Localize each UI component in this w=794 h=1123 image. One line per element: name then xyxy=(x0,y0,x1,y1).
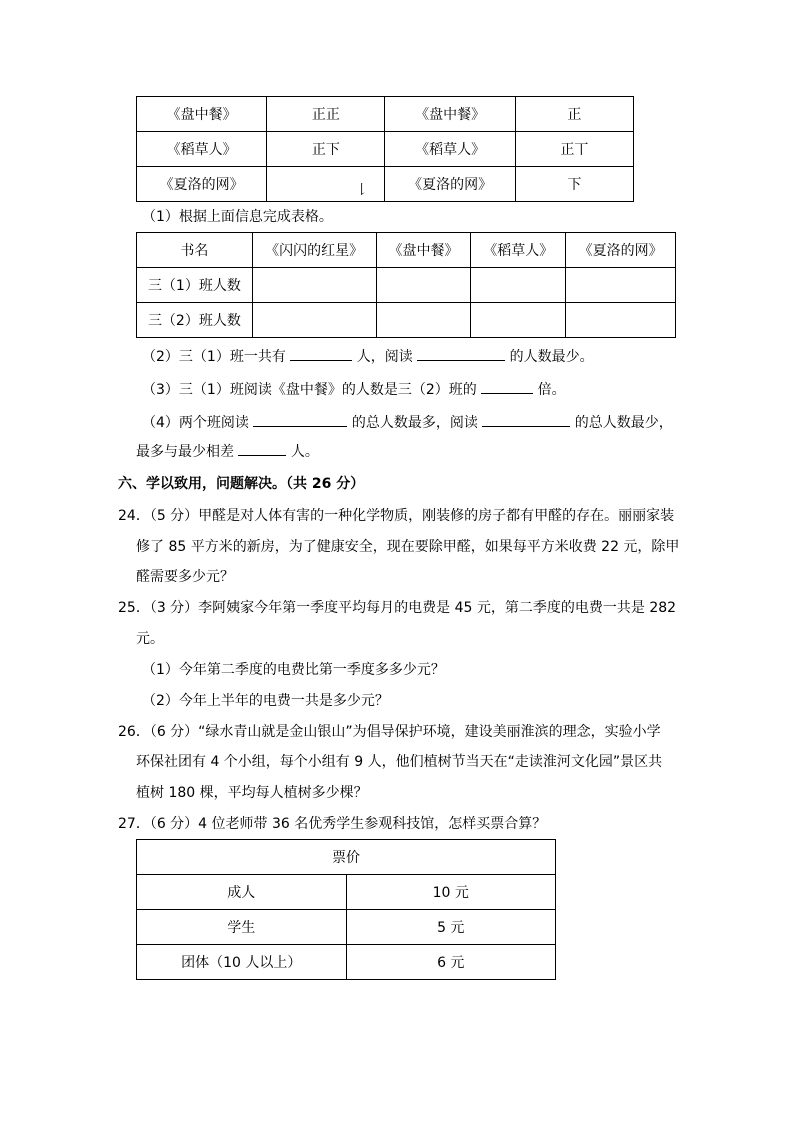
q26-line: 26．（6 分）“绿水青山就是金山银山”为倡导保护环境，建设美丽淮滨的理念，实验小学 xyxy=(118,724,661,740)
table-cell: 《夏洛的网》 xyxy=(137,167,267,202)
answer-cell[interactable] xyxy=(566,268,676,303)
answer-blank[interactable] xyxy=(481,379,533,394)
table-cell: 《盘中餐》 xyxy=(137,97,267,132)
table-cell: 正丅 xyxy=(515,132,633,167)
row-label: 三（1）班人数 xyxy=(137,268,253,303)
q24-line: 24．（5 分）甲醛是对人体有害的一种化学物质，刚装修的房子都有甲醛的存在。丽丽家装 xyxy=(118,508,675,524)
answer-cell[interactable] xyxy=(566,303,676,338)
table-cell: 《夏洛的网》 xyxy=(385,167,515,202)
header-cell: 《闪闪的红星》 xyxy=(252,233,376,268)
table-cell: 正下 xyxy=(267,132,385,167)
q23-sub4-cont: 最多与最少相差 人。 xyxy=(136,441,319,462)
q26-line: 植树 180 棵，平均每人植树多少棵？ xyxy=(136,785,368,801)
table-cell xyxy=(267,167,385,202)
row-label: 三（2）班人数 xyxy=(137,303,253,338)
q25-sub2: （2）今年上半年的电费一共是多少元？ xyxy=(142,693,389,709)
answer-cell[interactable] xyxy=(376,268,471,303)
answer-cell[interactable] xyxy=(376,303,471,338)
table-cell: 正正 xyxy=(267,97,385,132)
q25-line: 元。 xyxy=(136,631,164,647)
table-cell: 10 元 xyxy=(346,875,555,910)
q23-sub1: （1）根据上面信息完成表格。 xyxy=(142,209,333,225)
q27-line: 27．（6 分）4 位老师带 36 名优秀学生参观科技馆，怎样买票合算？ xyxy=(118,816,547,832)
table-row xyxy=(137,132,634,167)
q26-line: 环保社团有 4 个小组，每个小组有 9 人，他们植树节当天在“走读淮河文化园”景区共 xyxy=(136,754,663,770)
tally-table xyxy=(136,96,634,202)
q25-sub1: （1）今年第二季度的电费比第一季度多多少元？ xyxy=(142,662,445,678)
q23-sub2: （2）三（1）班一共有 人，阅读 的人数最少。 xyxy=(142,346,594,367)
fill-table xyxy=(136,232,676,338)
q23-sub3: （3）三（1）班阅读《盘中餐》的人数是三（2）班的 倍。 xyxy=(142,379,566,400)
table-header-row xyxy=(137,840,556,875)
table-cell: 《盘中餐》 xyxy=(385,97,515,132)
table-cell: 团体（10 人以上） xyxy=(137,945,347,980)
header-cell: 《稻草人》 xyxy=(471,233,566,268)
answer-blank[interactable] xyxy=(482,412,570,427)
table-cell: 6 元 xyxy=(346,945,555,980)
answer-cell[interactable] xyxy=(252,268,376,303)
table-cell: 成人 xyxy=(137,875,347,910)
header-cell: 《盘中餐》 xyxy=(376,233,471,268)
table-cell: 《稻草人》 xyxy=(385,132,515,167)
table-row xyxy=(137,945,556,980)
table-row xyxy=(137,875,556,910)
header-cell: 书名 xyxy=(137,233,253,268)
answer-blank[interactable] xyxy=(253,412,347,427)
table-cell: 正 xyxy=(515,97,633,132)
table-row xyxy=(137,268,676,303)
header-cell: 《夏洛的网》 xyxy=(566,233,676,268)
table-cell: 《稻草人》 xyxy=(137,132,267,167)
price-table-title: 票价 xyxy=(137,840,556,875)
table-row xyxy=(137,167,634,202)
table-row xyxy=(137,97,634,132)
price-table xyxy=(136,839,556,980)
q24-line: 修了 85 平方米的新房，为了健康安全，现在要除甲醛，如果每平方米收费 22 元，除甲 xyxy=(136,539,680,555)
section-title: 六、学以致用，问题解决。（共 26 分） xyxy=(118,476,365,492)
table-cell: 5 元 xyxy=(346,910,555,945)
answer-blank[interactable] xyxy=(417,346,505,361)
table-cell: 学生 xyxy=(137,910,347,945)
answer-blank[interactable] xyxy=(290,346,352,361)
q23-sub4: （4）两个班阅读 的总人数最多，阅读 的总人数最少， xyxy=(142,412,673,433)
answer-cell[interactable] xyxy=(471,303,566,338)
table-header-row xyxy=(137,233,676,268)
answer-cell[interactable] xyxy=(252,303,376,338)
table-row xyxy=(137,910,556,945)
answer-cell[interactable] xyxy=(471,268,566,303)
answer-blank[interactable] xyxy=(238,441,286,456)
q25-line: 25．（3 分）李阿姨家今年第一季度平均每月的电费是 45 元，第二季度的电费一共是 282 xyxy=(118,600,677,616)
tally-mark: 𠄌 xyxy=(355,182,369,198)
q24-line: 醛需要多少元？ xyxy=(136,569,234,585)
table-cell: 下 xyxy=(515,167,633,202)
table-row xyxy=(137,303,676,338)
